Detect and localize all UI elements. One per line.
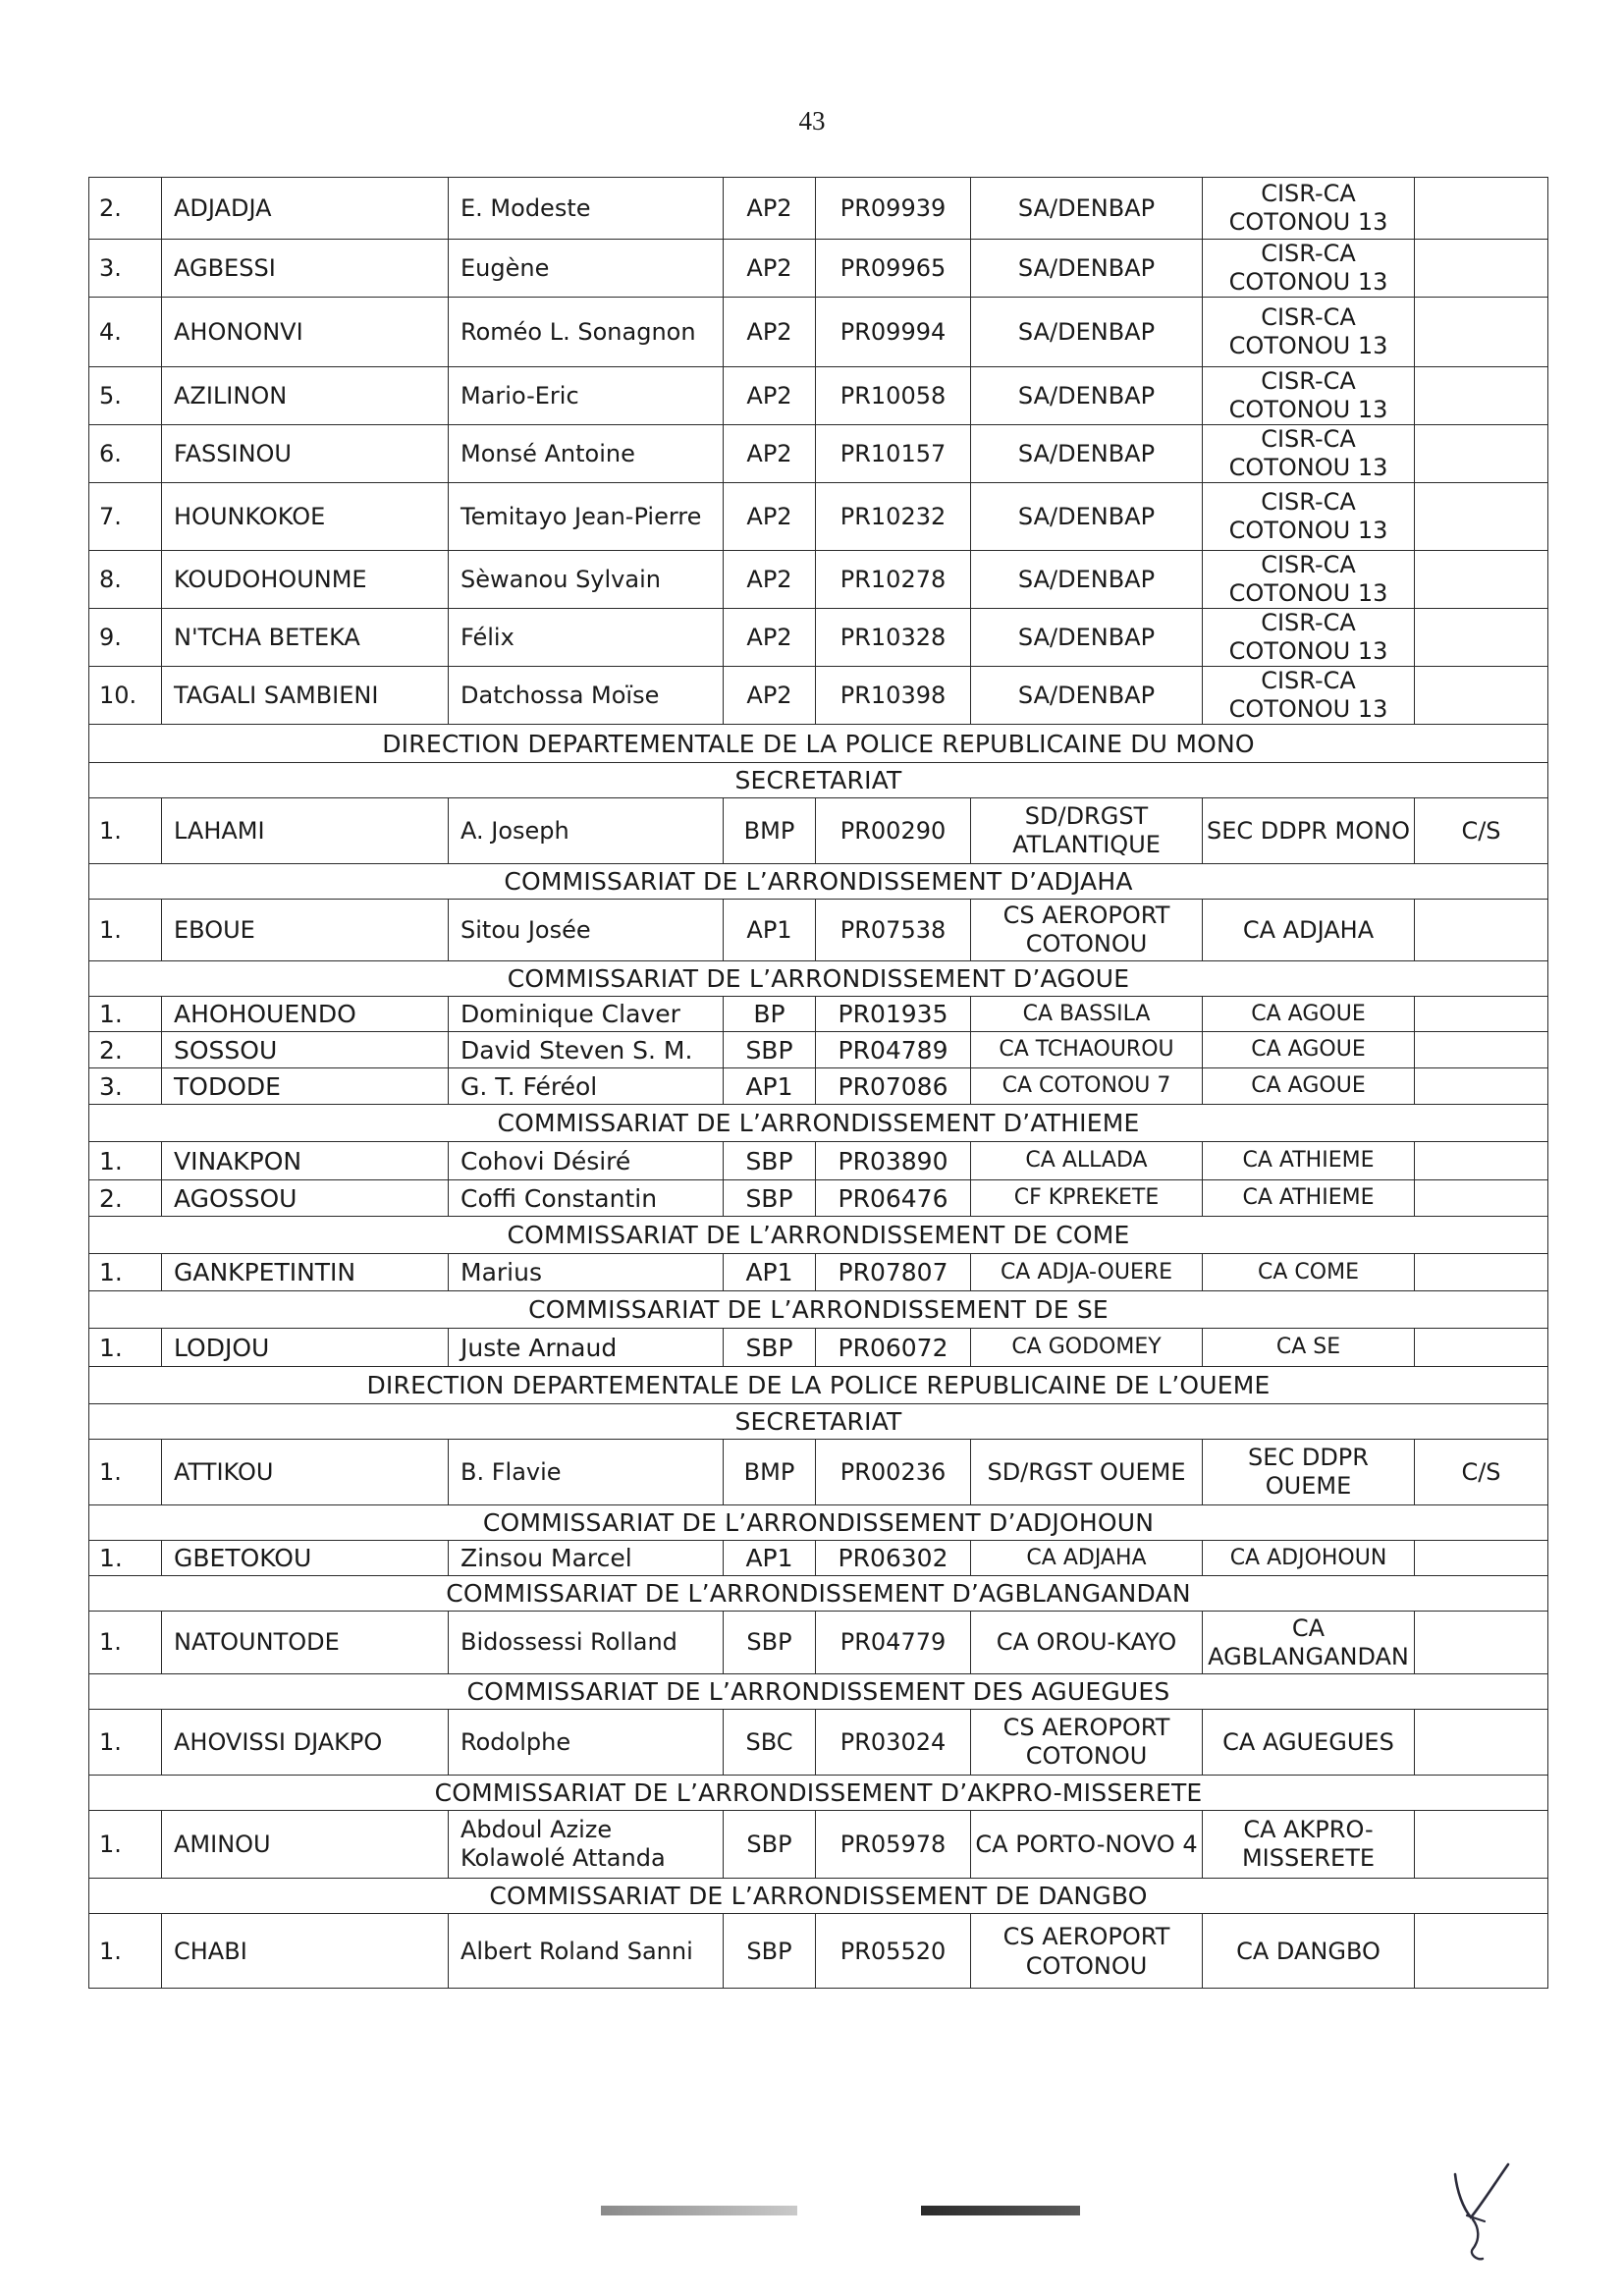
page-number: 43 bbox=[798, 106, 826, 136]
personnel-row bbox=[89, 1710, 1548, 1776]
section-header-row bbox=[89, 725, 1548, 763]
cell-to: CA AGOUE bbox=[1203, 997, 1415, 1032]
cell-prenoms: Mario-Eric bbox=[449, 367, 724, 425]
cell-nom: NATOUNTODE bbox=[162, 1612, 449, 1674]
cell-from: CA PORTO-NOVO 4 bbox=[971, 1811, 1203, 1879]
cell-num: 9. bbox=[89, 609, 162, 667]
cell-to: CA AGOUE bbox=[1203, 1032, 1415, 1068]
cell-prenoms: Coffi Constantin bbox=[449, 1180, 724, 1217]
cell-to: CISR-CA COTONOU 13 bbox=[1203, 178, 1415, 240]
cell-to: CISR-CA COTONOU 13 bbox=[1203, 425, 1415, 483]
section-header: SECRETARIAT bbox=[89, 763, 1548, 798]
personnel-row bbox=[89, 1612, 1548, 1674]
cell-from: CA BASSILA bbox=[971, 997, 1203, 1032]
cell-matricule: PR03024 bbox=[816, 1710, 971, 1776]
section-header-row bbox=[89, 1217, 1548, 1254]
cell-num: 10. bbox=[89, 667, 162, 725]
section-header-row bbox=[89, 1291, 1548, 1329]
cell-obs: C/S bbox=[1415, 798, 1548, 864]
cell-matricule: PR07538 bbox=[816, 900, 971, 961]
section-header: DIRECTION DEPARTEMENTALE DE LA POLICE REPUBLICAINE DE L’OUEME bbox=[89, 1367, 1548, 1404]
section-header-row bbox=[89, 864, 1548, 900]
cell-nom: KOUDOHOUNME bbox=[162, 551, 449, 609]
cell-nom: LODJOU bbox=[162, 1329, 449, 1367]
cell-matricule: PR09994 bbox=[816, 298, 971, 367]
cell-prenoms: Cohovi Désiré bbox=[449, 1142, 724, 1180]
cell-obs bbox=[1415, 1710, 1548, 1776]
cell-to: CA SE bbox=[1203, 1329, 1415, 1367]
cell-obs: C/S bbox=[1415, 1440, 1548, 1505]
cell-matricule: PR07086 bbox=[816, 1068, 971, 1105]
cell-matricule: PR10058 bbox=[816, 367, 971, 425]
cell-grade: SBP bbox=[724, 1811, 816, 1879]
cell-grade: AP2 bbox=[724, 367, 816, 425]
cell-nom: CHABI bbox=[162, 1914, 449, 1989]
cell-prenoms: Dominique Claver bbox=[449, 997, 724, 1032]
cell-num: 3. bbox=[89, 240, 162, 298]
cell-matricule: PR00236 bbox=[816, 1440, 971, 1505]
cell-num: 1. bbox=[89, 1254, 162, 1291]
cell-matricule: PR05520 bbox=[816, 1914, 971, 1989]
cell-from: SA/DENBAP bbox=[971, 298, 1203, 367]
section-header: COMMISSARIAT DE L’ARRONDISSEMENT D’AKPRO-MISSERETE bbox=[89, 1776, 1548, 1811]
cell-to: SEC DDPR OUEME bbox=[1203, 1440, 1415, 1505]
cell-num: 4. bbox=[89, 298, 162, 367]
cell-grade: AP1 bbox=[724, 900, 816, 961]
section-header: COMMISSARIAT DE L’ARRONDISSEMENT DE DANGBO bbox=[89, 1879, 1548, 1914]
cell-obs bbox=[1415, 900, 1548, 961]
cell-grade: BMP bbox=[724, 798, 816, 864]
cell-nom: AZILINON bbox=[162, 367, 449, 425]
cell-prenoms: David Steven S. M. bbox=[449, 1032, 724, 1068]
cell-to: CA DANGBO bbox=[1203, 1914, 1415, 1989]
cell-num: 1. bbox=[89, 1710, 162, 1776]
personnel-row bbox=[89, 367, 1548, 425]
cell-to: CA AKPRO-MISSERETE bbox=[1203, 1811, 1415, 1879]
cell-obs bbox=[1415, 997, 1548, 1032]
cell-matricule: PR06476 bbox=[816, 1180, 971, 1217]
section-header-row bbox=[89, 1776, 1548, 1811]
cell-from: CA GODOMEY bbox=[971, 1329, 1203, 1367]
cell-obs bbox=[1415, 1541, 1548, 1576]
cell-obs bbox=[1415, 240, 1548, 298]
cell-grade: AP2 bbox=[724, 240, 816, 298]
cell-grade: AP2 bbox=[724, 483, 816, 551]
cell-matricule: PR05978 bbox=[816, 1811, 971, 1879]
cell-num: 1. bbox=[89, 900, 162, 961]
cell-nom: ADJADJA bbox=[162, 178, 449, 240]
personnel-row bbox=[89, 1068, 1548, 1105]
section-header: DIRECTION DEPARTEMENTALE DE LA POLICE REPUBLICAINE DU MONO bbox=[89, 725, 1548, 763]
cell-nom: AGOSSOU bbox=[162, 1180, 449, 1217]
cell-prenoms: E. Modeste bbox=[449, 178, 724, 240]
cell-num: 1. bbox=[89, 1914, 162, 1989]
cell-nom: AHOHOUENDO bbox=[162, 997, 449, 1032]
cell-nom: LAHAMI bbox=[162, 798, 449, 864]
cell-obs bbox=[1415, 298, 1548, 367]
cell-to: CISR-CA COTONOU 13 bbox=[1203, 298, 1415, 367]
section-header-row bbox=[89, 1404, 1548, 1440]
cell-num: 7. bbox=[89, 483, 162, 551]
cell-num: 1. bbox=[89, 1142, 162, 1180]
personnel-row bbox=[89, 798, 1548, 864]
cell-obs bbox=[1415, 1612, 1548, 1674]
cell-matricule: PR00290 bbox=[816, 798, 971, 864]
section-header-row bbox=[89, 1505, 1548, 1541]
cell-num: 1. bbox=[89, 1811, 162, 1879]
cell-nom: AGBESSI bbox=[162, 240, 449, 298]
cell-to: CA ATHIEME bbox=[1203, 1142, 1415, 1180]
cell-obs bbox=[1415, 1142, 1548, 1180]
cell-obs bbox=[1415, 1914, 1548, 1989]
cell-num: 2. bbox=[89, 1032, 162, 1068]
personnel-row bbox=[89, 997, 1548, 1032]
cell-from: SA/DENBAP bbox=[971, 483, 1203, 551]
cell-nom: AMINOU bbox=[162, 1811, 449, 1879]
cell-nom: AHOVISSI DJAKPO bbox=[162, 1710, 449, 1776]
cell-grade: AP1 bbox=[724, 1068, 816, 1105]
cell-obs bbox=[1415, 551, 1548, 609]
cell-obs bbox=[1415, 1180, 1548, 1217]
cell-to: CISR-CA COTONOU 13 bbox=[1203, 667, 1415, 725]
personnel-row bbox=[89, 1329, 1548, 1367]
cell-num: 1. bbox=[89, 1541, 162, 1576]
cell-prenoms: A. Joseph bbox=[449, 798, 724, 864]
cell-from: SA/DENBAP bbox=[971, 609, 1203, 667]
cell-matricule: PR03890 bbox=[816, 1142, 971, 1180]
cell-from: CS AEROPORT COTONOU bbox=[971, 1710, 1203, 1776]
section-header: COMMISSARIAT DE L’ARRONDISSEMENT D’ADJOHOUN bbox=[89, 1505, 1548, 1541]
cell-prenoms: Sèwanou Sylvain bbox=[449, 551, 724, 609]
personnel-row bbox=[89, 240, 1548, 298]
cell-nom: GBETOKOU bbox=[162, 1541, 449, 1576]
transfer-roster-table bbox=[88, 177, 1548, 1989]
cell-grade: AP2 bbox=[724, 551, 816, 609]
cell-num: 1. bbox=[89, 1440, 162, 1505]
section-header-row bbox=[89, 961, 1548, 997]
cell-obs bbox=[1415, 425, 1548, 483]
cell-to: CISR-CA COTONOU 13 bbox=[1203, 240, 1415, 298]
personnel-row bbox=[89, 1142, 1548, 1180]
cell-obs bbox=[1415, 1254, 1548, 1291]
cell-prenoms: Marius bbox=[449, 1254, 724, 1291]
cell-from: SA/DENBAP bbox=[971, 425, 1203, 483]
cell-obs bbox=[1415, 483, 1548, 551]
cell-from: SA/DENBAP bbox=[971, 667, 1203, 725]
cell-nom: TODODE bbox=[162, 1068, 449, 1105]
cell-prenoms: Zinsou Marcel bbox=[449, 1541, 724, 1576]
cell-prenoms: Datchossa Moïse bbox=[449, 667, 724, 725]
cell-matricule: PR09939 bbox=[816, 178, 971, 240]
cell-to: CA AGBLANGANDAN bbox=[1203, 1612, 1415, 1674]
cell-prenoms: Bidossessi Rolland bbox=[449, 1612, 724, 1674]
cell-to: CISR-CA COTONOU 13 bbox=[1203, 483, 1415, 551]
cell-nom: GANKPETINTIN bbox=[162, 1254, 449, 1291]
cell-to: CISR-CA COTONOU 13 bbox=[1203, 367, 1415, 425]
cell-grade: AP1 bbox=[724, 1541, 816, 1576]
section-header: COMMISSARIAT DE L’ARRONDISSEMENT D’AGOUE bbox=[89, 961, 1548, 997]
cell-prenoms: B. Flavie bbox=[449, 1440, 724, 1505]
cell-to: CA AGOUE bbox=[1203, 1068, 1415, 1105]
cell-grade: SBP bbox=[724, 1612, 816, 1674]
cell-matricule: PR10278 bbox=[816, 551, 971, 609]
cell-num: 8. bbox=[89, 551, 162, 609]
cell-matricule: PR04779 bbox=[816, 1612, 971, 1674]
cell-num: 2. bbox=[89, 1180, 162, 1217]
cell-grade: AP1 bbox=[724, 1254, 816, 1291]
cell-to: CA ADJAHA bbox=[1203, 900, 1415, 961]
cell-from: CS AEROPORT COTONOU bbox=[971, 900, 1203, 961]
cell-from: SA/DENBAP bbox=[971, 178, 1203, 240]
cell-grade: SBC bbox=[724, 1710, 816, 1776]
personnel-row bbox=[89, 1254, 1548, 1291]
personnel-row bbox=[89, 1032, 1548, 1068]
cell-matricule: PR09965 bbox=[816, 240, 971, 298]
cell-prenoms: Roméo L. Sonagnon bbox=[449, 298, 724, 367]
cell-from: SD/DRGST ATLANTIQUE bbox=[971, 798, 1203, 864]
section-header: COMMISSARIAT DE L’ARRONDISSEMENT DES AGUEGUES bbox=[89, 1674, 1548, 1710]
cell-nom: TAGALI SAMBIENI bbox=[162, 667, 449, 725]
cell-matricule: PR04789 bbox=[816, 1032, 971, 1068]
cell-nom: SOSSOU bbox=[162, 1032, 449, 1068]
cell-prenoms: Abdoul Azize Kolawolé Attanda bbox=[449, 1811, 724, 1879]
cell-prenoms: Félix bbox=[449, 609, 724, 667]
section-header-row bbox=[89, 1367, 1548, 1404]
personnel-row bbox=[89, 900, 1548, 961]
cell-nom: HOUNKOKOE bbox=[162, 483, 449, 551]
cell-num: 1. bbox=[89, 1612, 162, 1674]
section-header: COMMISSARIAT DE L’ARRONDISSEMENT DE SE bbox=[89, 1291, 1548, 1329]
cell-obs bbox=[1415, 178, 1548, 240]
cell-to: CISR-CA COTONOU 13 bbox=[1203, 609, 1415, 667]
cell-matricule: PR10157 bbox=[816, 425, 971, 483]
cell-prenoms: Sitou Josée bbox=[449, 900, 724, 961]
cell-grade: AP2 bbox=[724, 178, 816, 240]
cell-grade: SBP bbox=[724, 1180, 816, 1217]
cell-grade: AP2 bbox=[724, 425, 816, 483]
section-header-row bbox=[89, 1576, 1548, 1612]
cell-prenoms: Albert Roland Sanni bbox=[449, 1914, 724, 1989]
cell-from: SA/DENBAP bbox=[971, 240, 1203, 298]
cell-from: CF KPREKETE bbox=[971, 1180, 1203, 1217]
cell-from: SA/DENBAP bbox=[971, 551, 1203, 609]
cell-from: CA ALLADA bbox=[971, 1142, 1203, 1180]
footer-bar-right bbox=[921, 2206, 1080, 2215]
cell-num: 6. bbox=[89, 425, 162, 483]
cell-nom: EBOUE bbox=[162, 900, 449, 961]
cell-obs bbox=[1415, 609, 1548, 667]
cell-matricule: PR10232 bbox=[816, 483, 971, 551]
cell-matricule: PR07807 bbox=[816, 1254, 971, 1291]
cell-grade: SBP bbox=[724, 1329, 816, 1367]
cell-obs bbox=[1415, 1811, 1548, 1879]
cell-nom: N'TCHA BETEKA bbox=[162, 609, 449, 667]
cell-obs bbox=[1415, 1032, 1548, 1068]
cell-grade: SBP bbox=[724, 1032, 816, 1068]
cell-prenoms: Temitayo Jean-Pierre bbox=[449, 483, 724, 551]
personnel-row bbox=[89, 1811, 1548, 1879]
cell-obs bbox=[1415, 1068, 1548, 1105]
cell-grade: AP2 bbox=[724, 609, 816, 667]
cell-from: CA OROU-KAYO bbox=[971, 1612, 1203, 1674]
personnel-row bbox=[89, 483, 1548, 551]
cell-grade: AP2 bbox=[724, 298, 816, 367]
cell-nom: ATTIKOU bbox=[162, 1440, 449, 1505]
cell-grade: BMP bbox=[724, 1440, 816, 1505]
personnel-row bbox=[89, 1541, 1548, 1576]
cell-prenoms: Eugène bbox=[449, 240, 724, 298]
personnel-row bbox=[89, 425, 1548, 483]
cell-grade: SBP bbox=[724, 1914, 816, 1989]
cell-obs bbox=[1415, 667, 1548, 725]
cell-nom: AHONONVI bbox=[162, 298, 449, 367]
section-header: COMMISSARIAT DE L’ARRONDISSEMENT DE COME bbox=[89, 1217, 1548, 1254]
personnel-row bbox=[89, 178, 1548, 240]
personnel-row bbox=[89, 609, 1548, 667]
cell-grade: SBP bbox=[724, 1142, 816, 1180]
cell-from: CA COTONOU 7 bbox=[971, 1068, 1203, 1105]
cell-from: SA/DENBAP bbox=[971, 367, 1203, 425]
personnel-row bbox=[89, 1180, 1548, 1217]
cell-matricule: PR10398 bbox=[816, 667, 971, 725]
cell-prenoms: Juste Arnaud bbox=[449, 1329, 724, 1367]
section-header-row bbox=[89, 1674, 1548, 1710]
personnel-row bbox=[89, 1914, 1548, 1989]
cell-to: CA ADJOHOUN bbox=[1203, 1541, 1415, 1576]
section-header: COMMISSARIAT DE L’ARRONDISSEMENT D’ATHIEME bbox=[89, 1105, 1548, 1142]
personnel-row bbox=[89, 667, 1548, 725]
section-header-row bbox=[89, 1105, 1548, 1142]
cell-from: CA ADJAHA bbox=[971, 1541, 1203, 1576]
footer-bar-left bbox=[601, 2206, 797, 2215]
cell-to: CA AGUEGUES bbox=[1203, 1710, 1415, 1776]
cell-nom: VINAKPON bbox=[162, 1142, 449, 1180]
cell-from: CA ADJA-OUERE bbox=[971, 1254, 1203, 1291]
cell-to: CA COME bbox=[1203, 1254, 1415, 1291]
cell-prenoms: Rodolphe bbox=[449, 1710, 724, 1776]
cell-grade: BP bbox=[724, 997, 816, 1032]
personnel-row bbox=[89, 551, 1548, 609]
section-header: COMMISSARIAT DE L’ARRONDISSEMENT D’ADJAHA bbox=[89, 864, 1548, 900]
section-header: COMMISSARIAT DE L’ARRONDISSEMENT D’AGBLANGANDAN bbox=[89, 1576, 1548, 1612]
cell-nom: FASSINOU bbox=[162, 425, 449, 483]
cell-num: 2. bbox=[89, 178, 162, 240]
cell-num: 3. bbox=[89, 1068, 162, 1105]
cell-prenoms: G. T. Féréol bbox=[449, 1068, 724, 1105]
cell-obs bbox=[1415, 367, 1548, 425]
cell-matricule: PR06302 bbox=[816, 1541, 971, 1576]
cell-prenoms: Monsé Antoine bbox=[449, 425, 724, 483]
handwritten-initials bbox=[1434, 2151, 1522, 2269]
cell-num: 1. bbox=[89, 1329, 162, 1367]
cell-from: CS AEROPORT COTONOU bbox=[971, 1914, 1203, 1989]
cell-num: 5. bbox=[89, 367, 162, 425]
cell-from: CA TCHAOUROU bbox=[971, 1032, 1203, 1068]
cell-matricule: PR10328 bbox=[816, 609, 971, 667]
cell-matricule: PR06072 bbox=[816, 1329, 971, 1367]
cell-matricule: PR01935 bbox=[816, 997, 971, 1032]
personnel-row bbox=[89, 1440, 1548, 1505]
section-header-row bbox=[89, 1879, 1548, 1914]
cell-to: CISR-CA COTONOU 13 bbox=[1203, 551, 1415, 609]
cell-to: SEC DDPR MONO bbox=[1203, 798, 1415, 864]
cell-num: 1. bbox=[89, 997, 162, 1032]
section-header: SECRETARIAT bbox=[89, 1404, 1548, 1440]
cell-num: 1. bbox=[89, 798, 162, 864]
cell-from: SD/RGST OUEME bbox=[971, 1440, 1203, 1505]
personnel-row bbox=[89, 298, 1548, 367]
cell-to: CA ATHIEME bbox=[1203, 1180, 1415, 1217]
cell-obs bbox=[1415, 1329, 1548, 1367]
section-header-row bbox=[89, 763, 1548, 798]
cell-grade: AP2 bbox=[724, 667, 816, 725]
